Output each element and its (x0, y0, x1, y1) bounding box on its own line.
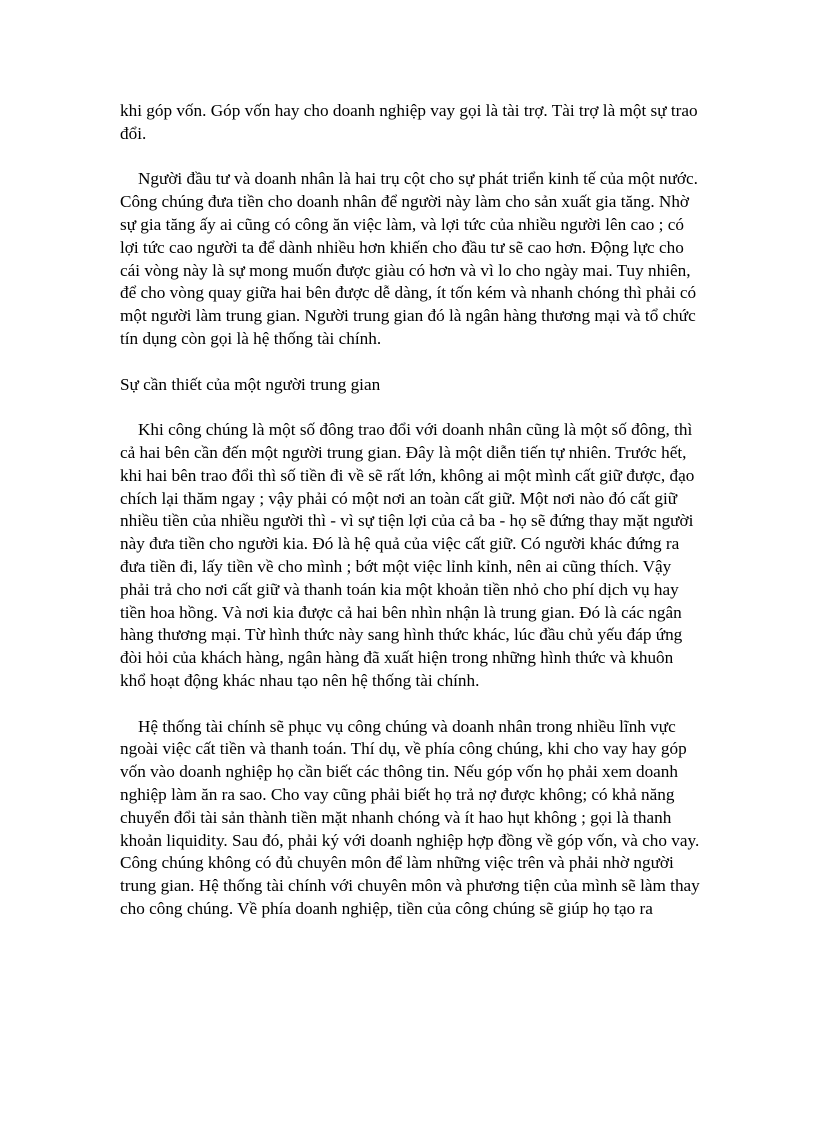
paragraph-continuation: khi góp vốn. Góp vốn hay cho doanh nghiệp vay gọi là tài trợ. Tài trợ là một sự trao đổi. (120, 101, 698, 143)
paragraph-need-for-intermediary: Khi công chúng là một số đông trao đổi với doanh nhân cũng là một số đông, thì cả hai bên cần đến một người trung gian. Đây là một diễn tiến tự nhiên. Trước hết, khi hai bên trao đổi thì số tiền đi về sẽ rất lớn, không ai một mình cất giữ được, đạo chích lại thăm ngay ; vậy phải có một nơi an toàn cất giữ. Một nơi nào đó cất giữ nhiều tiền của nhiều người thì - vì sự tiện lợi của cả ba - họ sẽ đứng thay mặt người này đưa tiền cho người kia. Đó là hệ quả của việc cất giữ. Có người khác đứng ra đưa tiền đi, lấy tiền về cho mình ; bớt một việc lỉnh kỉnh, nên ai cũng thích. Vậy phải trả cho nơi cất giữ và thanh toán kia một khoản tiền nhỏ cho phí dịch vụ hay tiền hoa hồng. Và nơi kia được cả hai bên nhìn nhận là trung gian. Đó là các ngân hàng thương mại. Từ hình thức này sang hình thức khác, lúc đầu chủ yếu đáp ứng đòi hỏi của khách hàng, ngân hàng đã xuất hiện trong những hình thức và khuôn khổ hoạt động khác nhau tạo nên hệ thống tài chính. (120, 420, 695, 690)
paragraph-financial-system-services: Hệ thống tài chính sẽ phục vụ công chúng và doanh nhân trong nhiều lĩnh vực ngoài việc cất tiền và thanh toán. Thí dụ, về phía công chúng, khi cho vay hay góp vốn vào doanh nghiệp họ cần biết các thông tin. Nếu góp vốn họ phải xem doanh nghiệp làm ăn ra sao. Cho vay cũng phải biết họ trả nợ được không; có khả năng chuyển đổi tài sản thành tiền mặt nhanh chóng và ít hao hụt không ; gọi là thanh khoản liquidity. Sau đó, phải ký với doanh nghiệp hợp đồng về góp vốn, và cho vay. Công chúng không có đủ chuyên môn để làm những việc trên và phải nhờ người trung gian. Hệ thống tài chính với chuyên môn và phương tiện của mình sẽ làm thay cho công chúng. Về phía doanh nghiệp, tiền của công chúng sẽ giúp họ tạo ra (120, 716, 700, 918)
paragraph-investors-entrepreneurs: Người đầu tư và doanh nhân là hai trụ cột cho sự phát triển kinh tế của một nước. Công chúng đưa tiền cho doanh nhân để người này làm cho sản xuất gia tăng. Nhờ sự gia tăng ấy ai cũng có công ăn việc làm, và lợi tức của nhiều người lên cao ; có lợi tức cao người ta để dành nhiều hơn khiến cho đầu tư sẽ cao hơn. Động lực cho cái vòng này là sự mong muốn được giàu có hơn và vì lo cho ngày mai. Tuy nhiên, để cho vòng quay giữa hai bên được dễ dàng, ít tốn kém và nhanh chóng thì phải có một người làm trung gian. Người trung gian đó là ngân hàng thương mại và tổ chức tín dụng còn gọi là hệ thống tài chính. (120, 169, 698, 348)
document-page (120, 100, 700, 943)
section-heading: Sự cần thiết của một người trung gian (120, 374, 381, 394)
